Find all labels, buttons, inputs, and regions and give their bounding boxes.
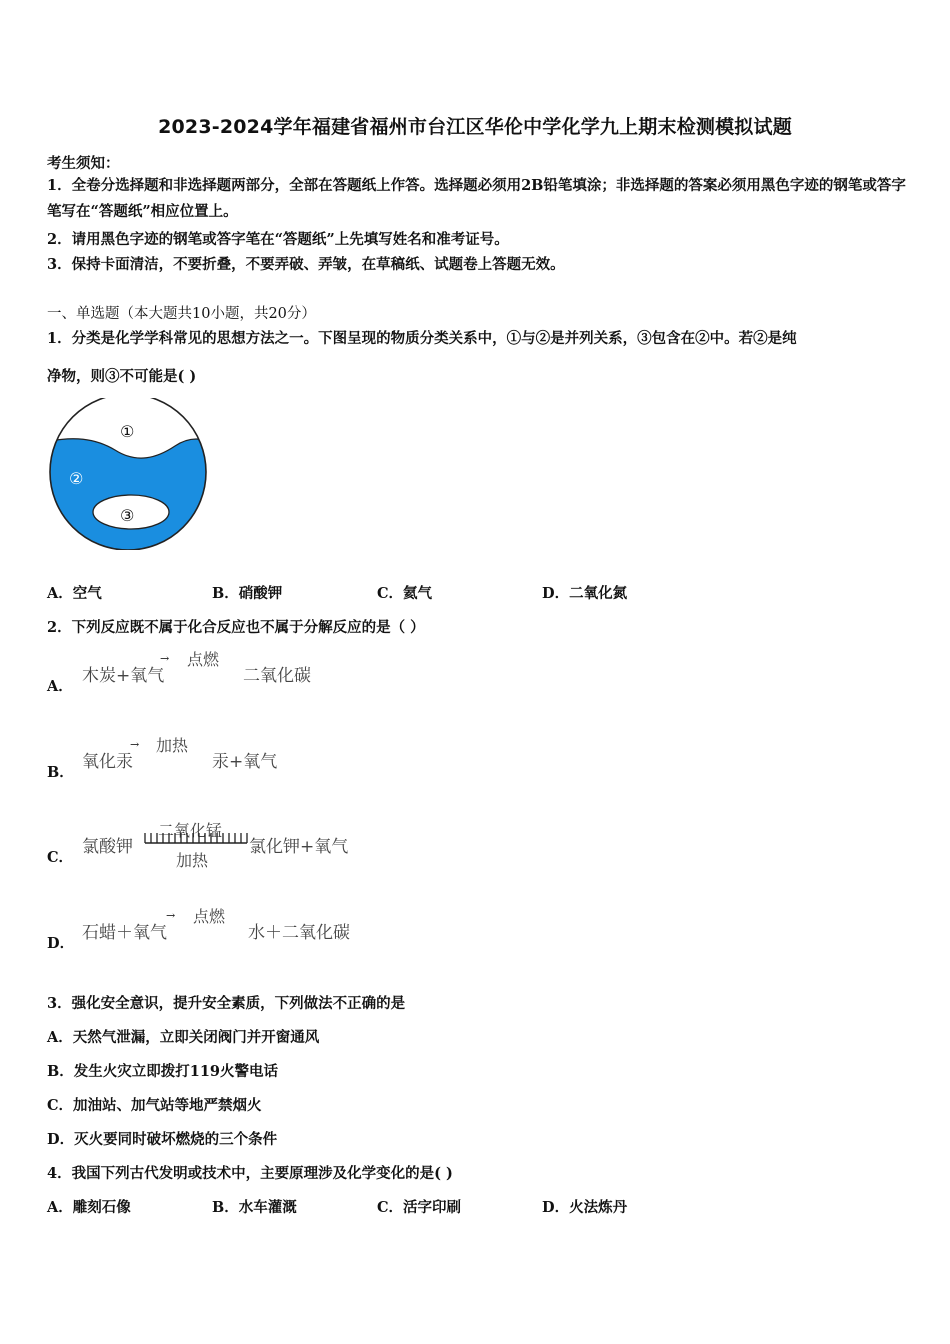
q4-option-c[interactable]: C．活字印刷 (377, 1199, 462, 1216)
q1-option-c[interactable]: C．氦气 (377, 585, 433, 602)
q4-option-d[interactable]: D．火法炼丹 (542, 1199, 628, 1216)
q2-b-products: 汞+氧气 (212, 752, 278, 772)
q2-option-d-label[interactable]: D． (47, 935, 75, 952)
q2-d-reactants: 石蜡＋氧气 (82, 923, 167, 943)
q2-c-products: 氯化钾+氧气 (249, 837, 349, 857)
q2-c-condition-bottom: 加热 (176, 851, 209, 870)
notice-heading: 考生须知： (47, 155, 120, 172)
q1-classification-figure (45, 398, 215, 554)
q2-a-products: 二氧化碳 (243, 666, 311, 686)
q4-option-b[interactable]: B．水车灌溉 (212, 1199, 297, 1216)
q2-option-b-label[interactable]: B． (47, 764, 74, 781)
figure-label-2: ② (69, 469, 84, 488)
q2-a-arrow-icon: → (160, 652, 170, 665)
section-heading: 一、单选题（本大题共10小题，共20分） (47, 306, 316, 322)
q2-d-arrow-icon: → (166, 909, 176, 922)
page-title: 2023-2024学年福建省福州市台江区华伦中学化学九上期末检测模拟试题 (158, 116, 792, 138)
q3-option-d[interactable]: D．灭火要同时破坏燃烧的三个条件 (47, 1131, 278, 1148)
q2-d-condition: 点燃 (193, 907, 226, 926)
q2-c-reaction-arrow-icon (143, 830, 249, 849)
q3-option-a[interactable]: A．天然气泄漏，立即关闭阀门并开窗通风 (47, 1029, 320, 1046)
q3-option-b[interactable]: B．发生火灾立即拨打119火警电话 (47, 1063, 279, 1080)
q3-stem: 3．强化安全意识，提升安全素质，下列做法不正确的是 (47, 995, 406, 1012)
q2-b-condition: 加热 (156, 736, 189, 755)
q2-b-reactants: 氧化汞 (82, 752, 133, 772)
figure-label-1: ① (120, 422, 135, 441)
q3-option-c[interactable]: C．加油站、加气站等地严禁烟火 (47, 1097, 262, 1114)
q2-c-reactants: 氯酸钾 (82, 837, 133, 857)
figure-label-3: ③ (120, 506, 135, 525)
q2-stem: 2．下列反应既不属于化合反应也不属于分解反应的是（ ） (47, 619, 425, 636)
q4-option-a[interactable]: A．雕刻石像 (47, 1199, 131, 1216)
q4-options (47, 1196, 627, 1217)
q2-option-a-label[interactable]: A． (47, 678, 73, 695)
q1-option-b[interactable]: B．硝酸钾 (212, 585, 283, 602)
q2-a-reactants: 木炭+氧气 (82, 666, 165, 686)
q2-b-arrow-icon: → (130, 738, 140, 751)
q4-stem: 4．我国下列古代发明或技术中，主要原理涉及化学变化的是( ) (47, 1165, 453, 1182)
q2-c-condition-top: 二氧化锰 (158, 821, 223, 840)
q2-d-products: 水＋二氧化碳 (248, 923, 350, 943)
notice-item-1: 1．全卷分选择题和非选择题两部分，全部在答题纸上作答。选择题必须用2B铅笔填涂；非选择题的答案必须用黑色字迹的钢笔或答字笔写在“答题纸”相应位置上。 (47, 177, 906, 220)
q2-option-c-label[interactable]: C． (47, 849, 74, 866)
q1-option-d[interactable]: D．二氧化氮 (542, 585, 628, 602)
q2-a-condition: 点燃 (187, 650, 220, 669)
q1-options (47, 582, 627, 603)
q1-option-a[interactable]: A．空气 (47, 585, 102, 602)
q1-stem-line1: 1．分类是化学学科常见的思想方法之一。下图呈现的物质分类关系中，①与②是并列关系，③包含在②中。若②是纯 (47, 330, 797, 347)
notice-item-3: 3．保持卡面清洁，不要折叠，不要弄破、弄皱，在草稿纸、试题卷上答题无效。 (47, 256, 565, 273)
q1-stem-line2: 净物，则③不可能是( ) (47, 368, 197, 385)
notice-item-2: 2．请用黑色字迹的钢笔或答字笔在“答题纸”上先填写姓名和准考证号。 (47, 231, 509, 248)
